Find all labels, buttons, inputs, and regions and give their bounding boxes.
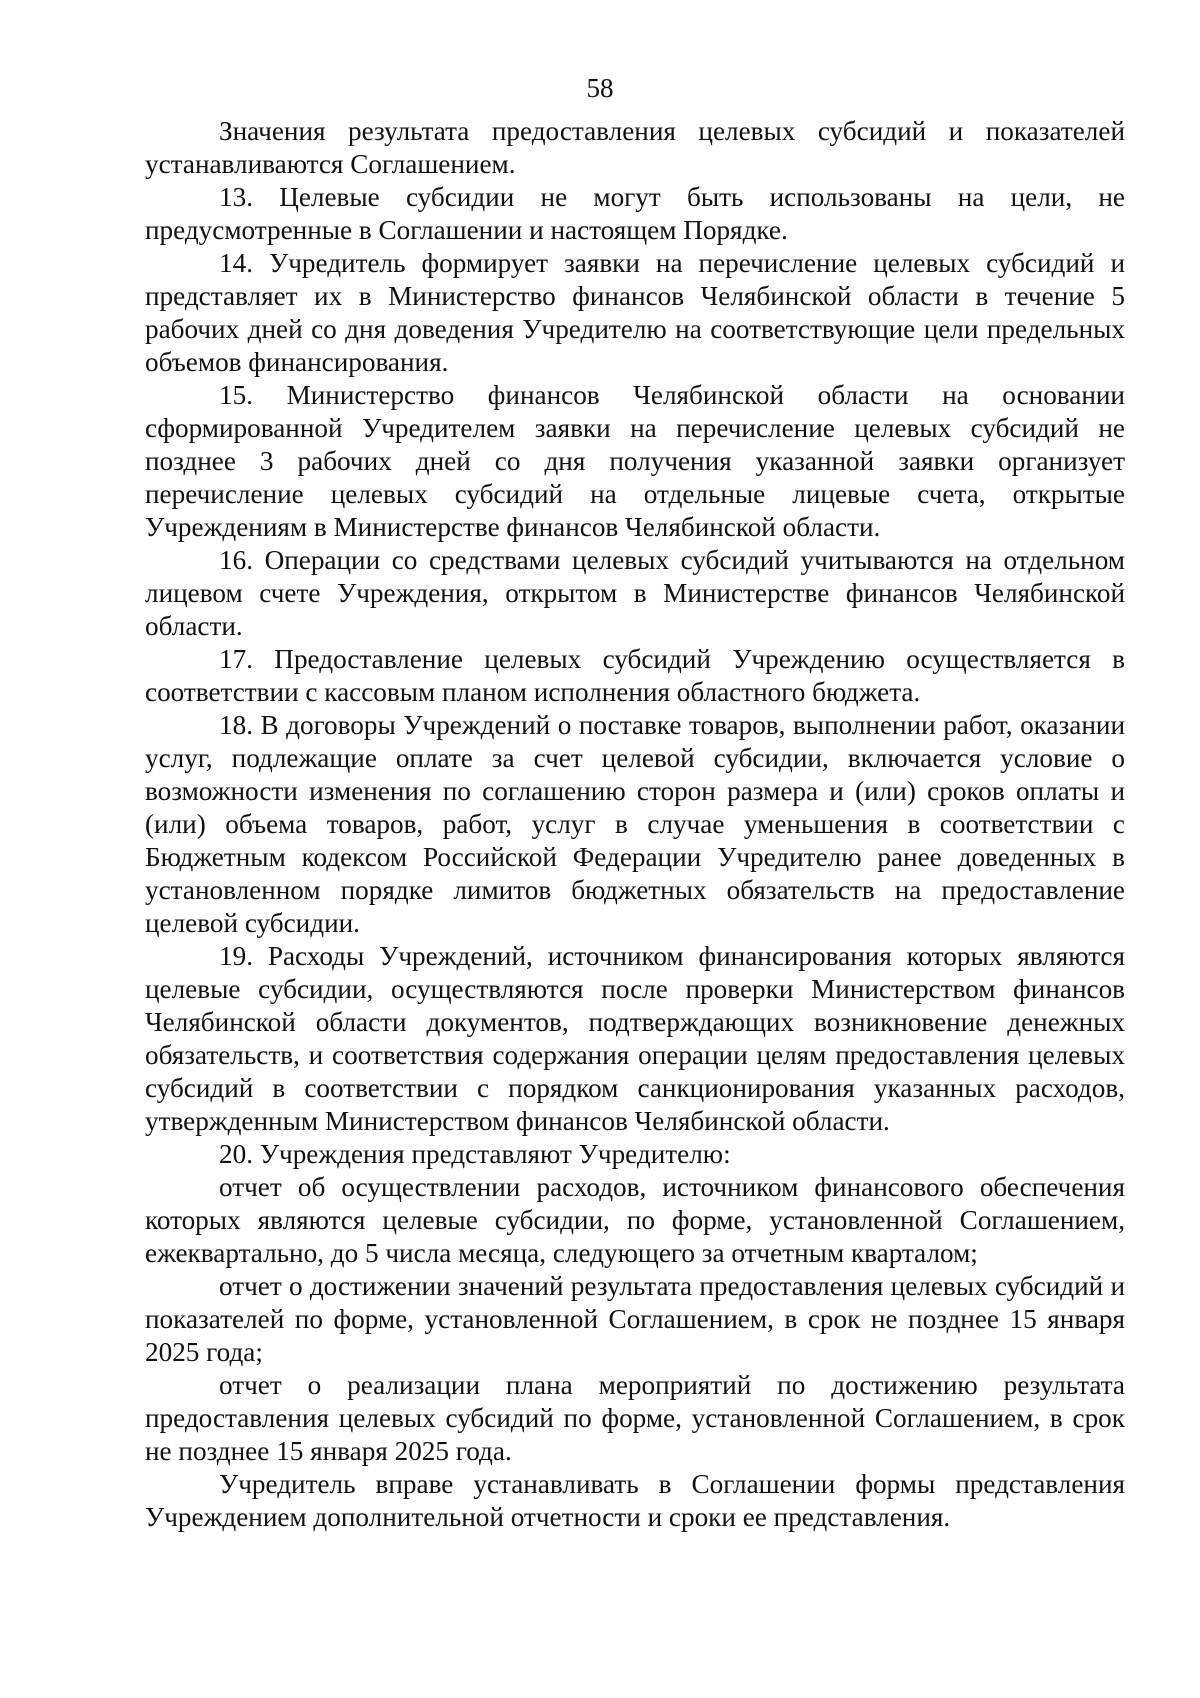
paragraph-20-report-results: отчет о достижении значений результата предоставления целевых субсидий и показателей по форме, установленной Соглашением, в срок не позднее 15 января 2025 года; <box>145 1271 1125 1367</box>
paragraph-20-report-expenses: отчет об осуществлении расходов, источником финансового обеспечения которых являются целевые субсидии, по форме, установленной Соглашением, ежеквартально, до 5 числа месяца, следующего за отчетным кварталом; <box>145 1172 1125 1268</box>
paragraph-additional-reporting: Учредитель вправе устанавливать в Соглашении формы представления Учреждением дополнительной отчетности и сроки ее представления. <box>145 1469 1125 1532</box>
paragraph-14: 14. Учредитель формирует заявки на перечисление целевых субсидий и представляет их в Министерство финансов Челябинской области в течение 5 рабочих дней со дня доведения Учредителю на соответствующие цели предельных объемов финансирования. <box>145 248 1125 377</box>
paragraph-16: 16. Операции со средствами целевых субсидий учитываются на отдельном лицевом счете Учреждения, открытом в Министерстве финансов Челябинской области. <box>145 545 1125 641</box>
paragraph-20-report-plan: отчет о реализации плана мероприятий по достижению результата предоставления целевых субсидий по форме, установленной Соглашением, в срок не позднее 15 января 2025 года. <box>145 1370 1125 1466</box>
paragraph-18: 18. В договоры Учреждений о поставке товаров, выполнении работ, оказании услуг, подлежащие оплате за счет целевой субсидии, включается условие о возможности изменения по соглашению сторон размера и (или) сроков оплаты и (или) объема товаров, работ, услуг в случае уменьшения в соответствии с Бюджетным кодексом Российской Федерации Учредителю ранее доведенных в установленном порядке лимитов бюджетных обязательств на предоставление целевой субсидии. <box>145 710 1125 938</box>
paragraph-17: 17. Предоставление целевых субсидий Учреждению осуществляется в соответствии с кассовым планом исполнения областного бюджета. <box>145 644 1125 707</box>
paragraph-13: 13. Целевые субсидии не могут быть использованы на цели, не предусмотренные в Соглашении и настоящем Порядке. <box>145 182 1125 245</box>
document-body <box>145 115 1125 1534</box>
paragraph-15: 15. Министерство финансов Челябинской области на основании сформированной Учредителем заявки на перечисление целевых субсидий не позднее 3 рабочих дней со дня получения указанной заявки организует перечисление целевых субсидий на отдельные лицевые счета, открытые Учреждениям в Министерстве финансов Челябинской области. <box>145 380 1125 542</box>
page-number: 58 <box>586 73 614 103</box>
paragraph-20: 20. Учреждения представляют Учредителю: <box>219 1139 731 1169</box>
paragraph-19: 19. Расходы Учреждений, источником финансирования которых являются целевые субсидии, осуществляются после проверки Министерством финансов Челябинской области документов, подтверждающих возникновение денежных обязательств, и соответствия содержания операции целям предоставления целевых субсидий в соответствии с порядком санкционирования указанных расходов, утвержденным Министерством финансов Челябинской области. <box>145 941 1125 1136</box>
paragraph-result-values: Значения результата предоставления целевых субсидий и показателей устанавливаются Соглашением. <box>145 116 1125 179</box>
